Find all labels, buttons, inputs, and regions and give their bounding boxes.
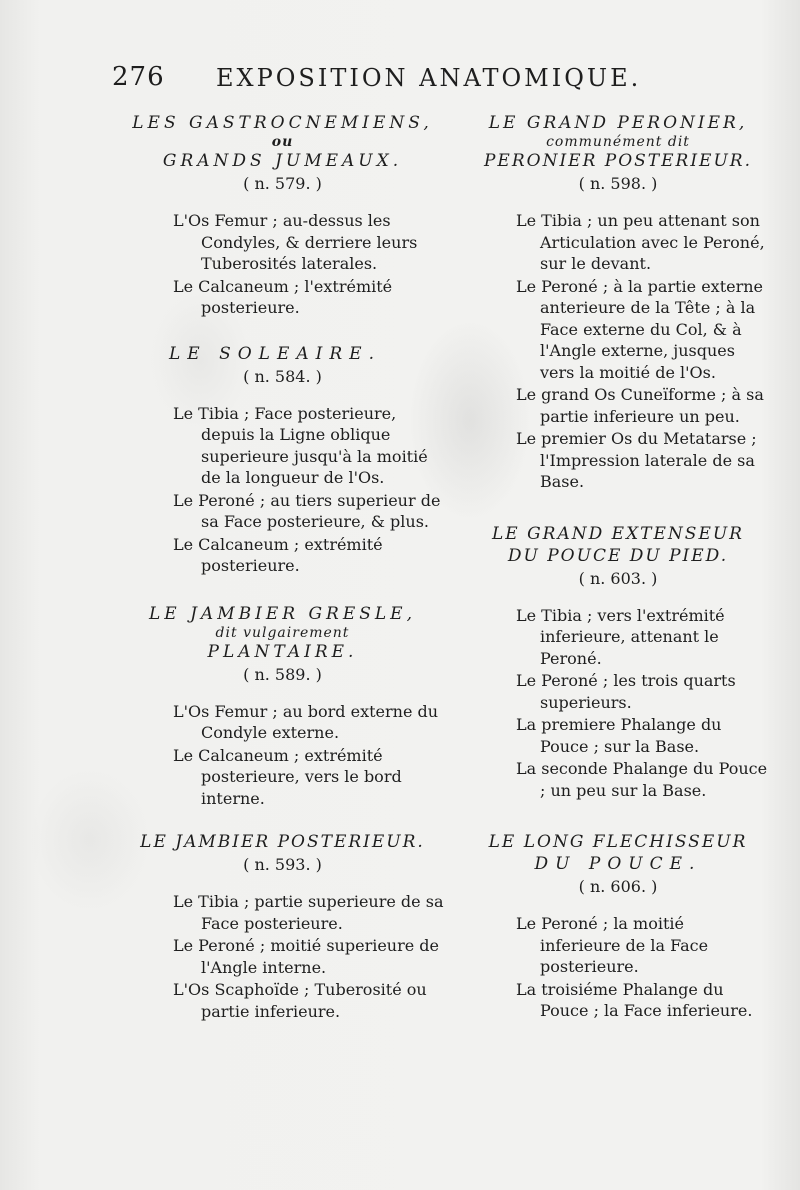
entry-subtitle: dit vulgairement bbox=[215, 624, 350, 641]
right-column bbox=[468, 112, 768, 1038]
entry-gastrocnemiens bbox=[115, 112, 450, 319]
left-column bbox=[115, 112, 450, 1038]
entry-title: GRANDS JUMEAUX. bbox=[162, 151, 403, 171]
page-number: 276 bbox=[112, 62, 165, 92]
entry-soleaire bbox=[115, 343, 450, 577]
entry-reference: ( n. 579. ) bbox=[243, 174, 322, 193]
entry-title: PLANTAIRE. bbox=[207, 641, 358, 662]
attachment-item: La seconde Phalange du Pouce ; un peu sur la Base. bbox=[516, 759, 768, 800]
attachment-item: Le Tibia ; vers l'extrémité inferieure, attenant le Peroné. bbox=[516, 605, 725, 668]
attachment-item: Le Peroné ; au tiers superieur de sa Face posterieure, & plus. bbox=[173, 490, 441, 531]
attachment-item: L'Os Femur ; au bord externe du Condyle externe. bbox=[173, 701, 439, 742]
entry-subtitle: ou bbox=[271, 134, 294, 150]
entry-jambier-posterieur bbox=[115, 831, 450, 1022]
attachment-item: L'Os Femur ; au-dessus les Condyles, & derriere leurs Tuberosités laterales. bbox=[173, 211, 418, 273]
entry-title: PERONIER POSTERIEUR. bbox=[483, 151, 752, 171]
attachment-item: Le Peroné ; moitié superieure de l'Angle interne. bbox=[173, 936, 440, 977]
entry-title: LE LONG FLECHISSEUR bbox=[488, 832, 748, 852]
entry-grand-peronier bbox=[468, 112, 768, 493]
entry-subtitle: communément dit bbox=[546, 134, 690, 150]
entry-title: LE JAMBIER GRESLE, bbox=[149, 603, 416, 624]
attachment-item: L'Os Scaphoïde ; Tuberosité ou partie inferieure. bbox=[173, 980, 427, 1021]
attachment-item: Le Peroné ; à la partie externe anterieure de la Tête ; à la Face externe du Col, & à l'Angle externe, jusques vers la moitié de l'Os. bbox=[516, 276, 764, 382]
entry-reference: ( n. 593. ) bbox=[243, 855, 322, 874]
entry-title: LE GRAND EXTENSEUR bbox=[492, 523, 744, 544]
page-header bbox=[112, 62, 688, 98]
attachment-item: Le Tibia ; un peu attenant son Articulation avec le Peroné, sur le devant. bbox=[516, 211, 765, 273]
entry-grand-extenseur bbox=[468, 523, 768, 802]
attachment-item: Le Calcaneum ; extrémité posterieure, vers le bord interne. bbox=[173, 745, 402, 808]
attachment-item: Le premier Os du Metatarse ; l'Impression laterale de sa Base. bbox=[516, 429, 757, 491]
running-title: EXPOSITION ANATOMIQUE. bbox=[216, 64, 642, 92]
attachment-item: Le Tibia ; Face posterieure, depuis la Ligne oblique superieure jusqu'à la moitié de la longueur de l'Os. bbox=[173, 403, 428, 487]
attachment-item: La premiere Phalange du Pouce ; sur la Base. bbox=[516, 715, 722, 756]
attachment-item: Le Peroné ; les trois quarts superieurs. bbox=[516, 671, 736, 712]
entry-title: LE JAMBIER POSTERIEUR. bbox=[140, 832, 425, 852]
entry-title: DU POUCE. bbox=[534, 854, 702, 874]
entry-title: LES GASTROCNEMIENS, bbox=[132, 113, 433, 133]
attachment-item: Le Calcaneum ; extrémité posterieure. bbox=[173, 534, 383, 575]
entry-title: DU POUCE DU PIED. bbox=[507, 545, 729, 566]
entry-reference: ( n. 606. ) bbox=[578, 877, 658, 896]
entry-long-flechisseur bbox=[468, 831, 768, 1022]
attachment-item: Le Tibia ; partie superieure de sa Face posterieure. bbox=[173, 892, 444, 933]
entry-title: LE SOLEAIRE. bbox=[169, 343, 381, 364]
entry-reference: ( n. 584. ) bbox=[243, 366, 322, 386]
attachment-item: Le grand Os Cuneïforme ; à sa partie inferieure un peu. bbox=[516, 385, 764, 426]
attachment-item: Le Calcaneum ; l'extrémité posterieure. bbox=[173, 276, 393, 317]
attachment-item: La troisiéme Phalange du Pouce ; la Face inferieure. bbox=[516, 979, 753, 1020]
entry-reference: ( n. 598. ) bbox=[578, 174, 658, 193]
entry-reference: ( n. 589. ) bbox=[243, 664, 322, 684]
entry-reference: ( n. 603. ) bbox=[578, 568, 658, 588]
entry-jambier-gresle bbox=[115, 603, 450, 810]
attachment-item: Le Peroné ; la moitié inferieure de la Face posterieure. bbox=[516, 914, 709, 976]
entry-title: LE GRAND PERONIER, bbox=[488, 113, 748, 133]
